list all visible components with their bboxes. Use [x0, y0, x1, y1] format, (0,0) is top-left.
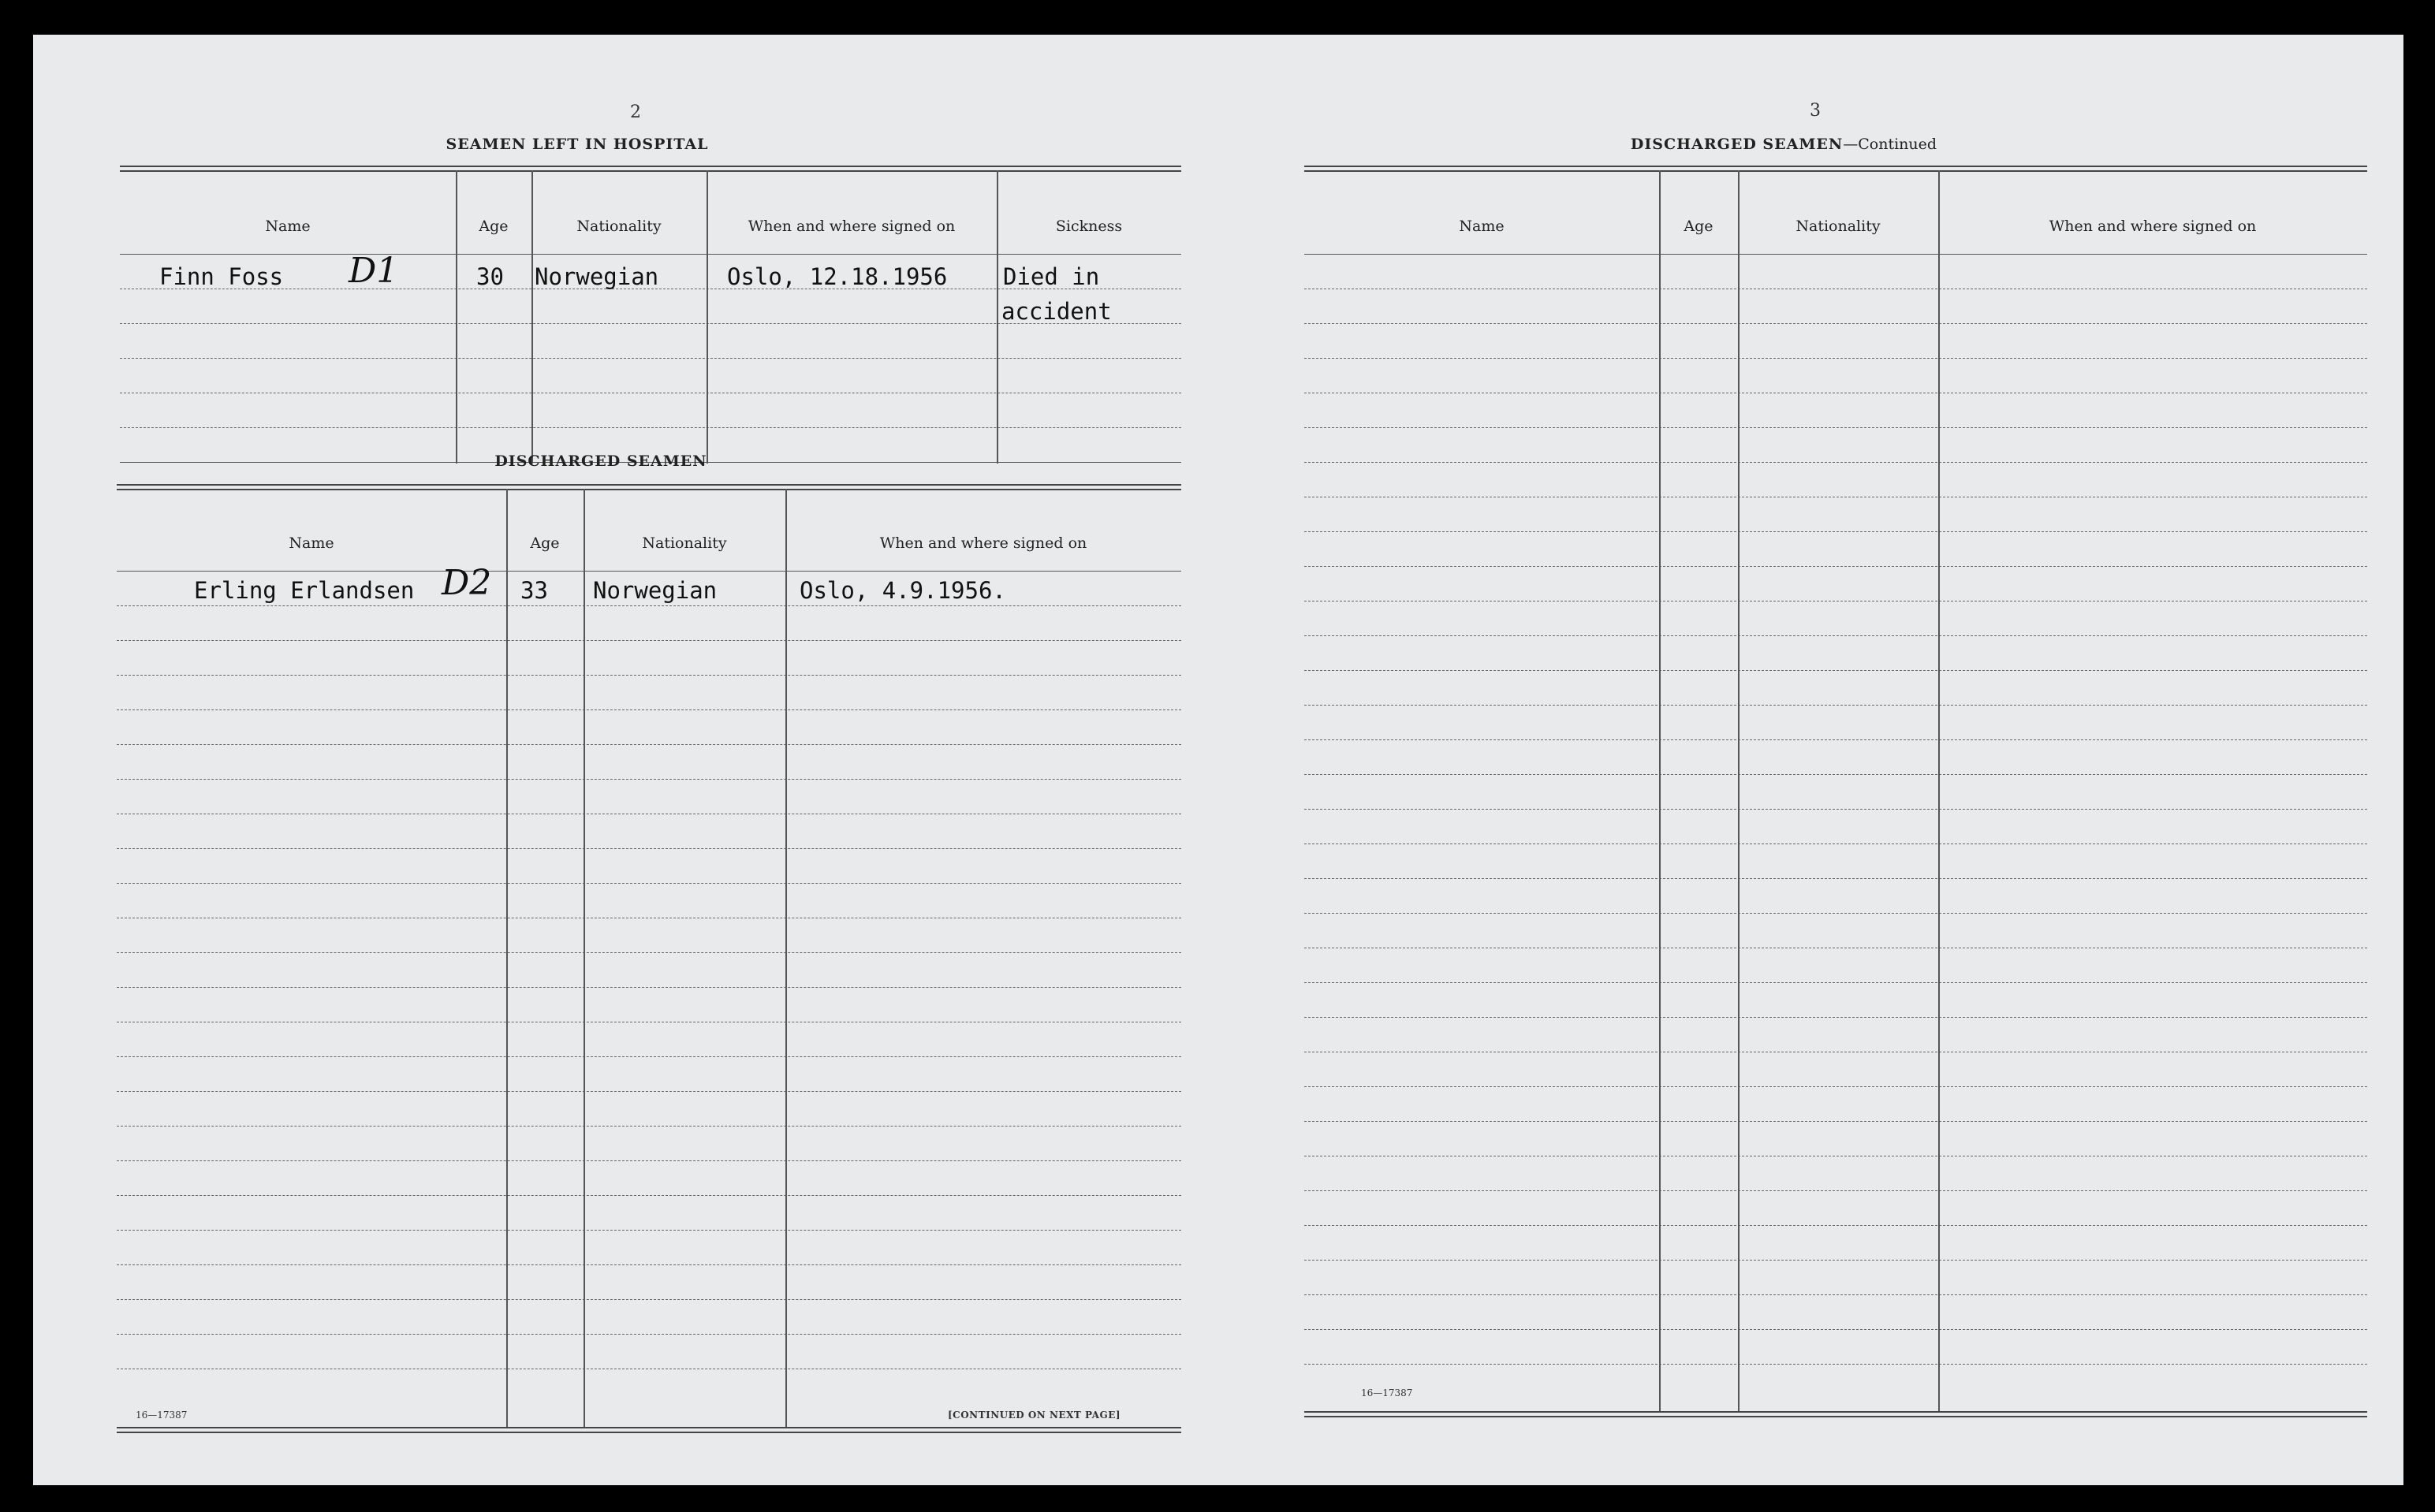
- row-line: [1304, 774, 2367, 775]
- column-header-age: Age: [1684, 218, 1713, 235]
- discharged-section-title: DISCHARGED SEAMEN: [494, 452, 707, 470]
- column-divider: [997, 170, 998, 464]
- row-line: [117, 952, 1181, 953]
- row-line: [1304, 982, 2367, 983]
- column-divider: [506, 489, 508, 1427]
- row-line: [117, 1126, 1181, 1127]
- table-bottom-rule: [1304, 1411, 2367, 1417]
- row-line: [1304, 358, 2367, 359]
- row-line: [117, 1299, 1181, 1300]
- row-line: [1304, 462, 2367, 463]
- seaman-signed-on: Oslo, 12.18.1956: [727, 263, 948, 290]
- row-line: [117, 1195, 1181, 1196]
- seaman-signed-on: Oslo, 4.9.1956.: [800, 577, 1006, 604]
- seaman-sickness-line-2: accident: [1001, 298, 1112, 325]
- seaman-sickness-line-1: Died in: [1003, 263, 1100, 290]
- row-line: [117, 605, 1181, 606]
- discharged-continued-table: [1304, 166, 2367, 1424]
- row-line: [1304, 1294, 2367, 1295]
- row-line: [117, 640, 1181, 641]
- row-line: [117, 1056, 1181, 1057]
- column-header-sickness: Sickness: [1055, 218, 1123, 235]
- column-header-nationality: Nationality: [576, 218, 662, 235]
- row-line: [1304, 1086, 2367, 1087]
- table-top-rule: [1304, 166, 2367, 172]
- table-bottom-rule: [117, 1427, 1181, 1433]
- column-divider: [584, 489, 585, 1427]
- column-header-signed-on: When and where signed on: [748, 218, 956, 235]
- form-number: 16—17387: [1361, 1387, 1413, 1398]
- row-line: [117, 709, 1181, 710]
- row-line: [117, 848, 1181, 849]
- row-line: [1304, 705, 2367, 706]
- row-line: [1304, 1225, 2367, 1226]
- row-line: [1304, 1017, 2367, 1018]
- row-line: [1304, 913, 2367, 914]
- seaman-age: 33: [520, 577, 548, 604]
- row-line: [1304, 1121, 2367, 1122]
- row-line: [1304, 635, 2367, 636]
- row-line: [1304, 878, 2367, 879]
- row-line: [117, 883, 1181, 884]
- column-header-name: Name: [289, 534, 334, 552]
- column-header-signed-on: When and where signed on: [879, 534, 1087, 552]
- page-number: 2: [630, 102, 641, 122]
- row-line: [1304, 1364, 2367, 1365]
- column-divider: [1938, 170, 1940, 1411]
- seaman-nationality: Norwegian: [593, 577, 718, 604]
- row-line: [1304, 427, 2367, 428]
- row-line: [117, 675, 1181, 676]
- row-line: [1304, 809, 2367, 810]
- page-number: 3: [1810, 101, 1821, 121]
- row-line: [1304, 739, 2367, 740]
- column-header-nationality: Nationality: [1795, 218, 1881, 235]
- row-line: [120, 427, 1181, 428]
- left-page: [33, 35, 1222, 1485]
- header-rule: [120, 254, 1181, 255]
- discharged-table: [117, 484, 1181, 1430]
- column-header-name: Name: [265, 218, 311, 235]
- row-line: [1304, 566, 2367, 567]
- row-line: [117, 744, 1181, 745]
- row-line: [1304, 323, 2367, 324]
- right-page: [1263, 35, 2403, 1485]
- title-main: DISCHARGED SEAMEN: [1630, 136, 1844, 153]
- row-line: [120, 358, 1181, 359]
- row-line: [1304, 1329, 2367, 1330]
- handwritten-mark: D1: [349, 251, 399, 291]
- row-line: [117, 779, 1181, 780]
- column-divider: [1738, 170, 1740, 1411]
- row-line: [117, 1230, 1181, 1231]
- continued-note: [CONTINUED ON NEXT PAGE]: [948, 1410, 1121, 1421]
- row-line: [117, 987, 1181, 988]
- seaman-name: Erling Erlandsen: [194, 577, 415, 604]
- column-divider: [1659, 170, 1661, 1411]
- column-header-nationality: Nationality: [642, 534, 727, 552]
- discharged-continued-title: [1602, 136, 1965, 153]
- column-divider: [785, 489, 787, 1427]
- document-sheet: [33, 35, 2403, 1485]
- column-header-age: Age: [530, 534, 560, 552]
- seaman-name: Finn Foss: [159, 263, 284, 290]
- hospital-table: [120, 166, 1181, 465]
- column-header-age: Age: [479, 218, 509, 235]
- column-divider: [456, 170, 457, 464]
- row-line: [117, 1264, 1181, 1265]
- header-rule: [117, 571, 1181, 572]
- title-suffix: —Continued: [1843, 136, 1937, 153]
- table-top-rule: [120, 166, 1181, 172]
- row-line: [1304, 1190, 2367, 1191]
- form-number: 16—17387: [136, 1410, 188, 1421]
- table-top-rule: [117, 484, 1181, 490]
- handwritten-mark: D2: [442, 563, 492, 603]
- row-line: [1304, 531, 2367, 532]
- column-divider: [531, 170, 533, 464]
- row-line: [117, 1091, 1181, 1092]
- seaman-age: 30: [476, 263, 504, 290]
- hospital-section-title: SEAMEN LEFT IN HOSPITAL: [446, 136, 709, 153]
- row-line: [1304, 670, 2367, 671]
- column-header-signed-on: When and where signed on: [2049, 218, 2257, 235]
- header-rule: [1304, 254, 2367, 255]
- row-line: [117, 1334, 1181, 1335]
- row-line: [117, 1160, 1181, 1161]
- column-divider: [707, 170, 708, 464]
- column-header-name: Name: [1459, 218, 1505, 235]
- row-line: [1304, 1260, 2367, 1261]
- seaman-nationality: Norwegian: [535, 263, 659, 290]
